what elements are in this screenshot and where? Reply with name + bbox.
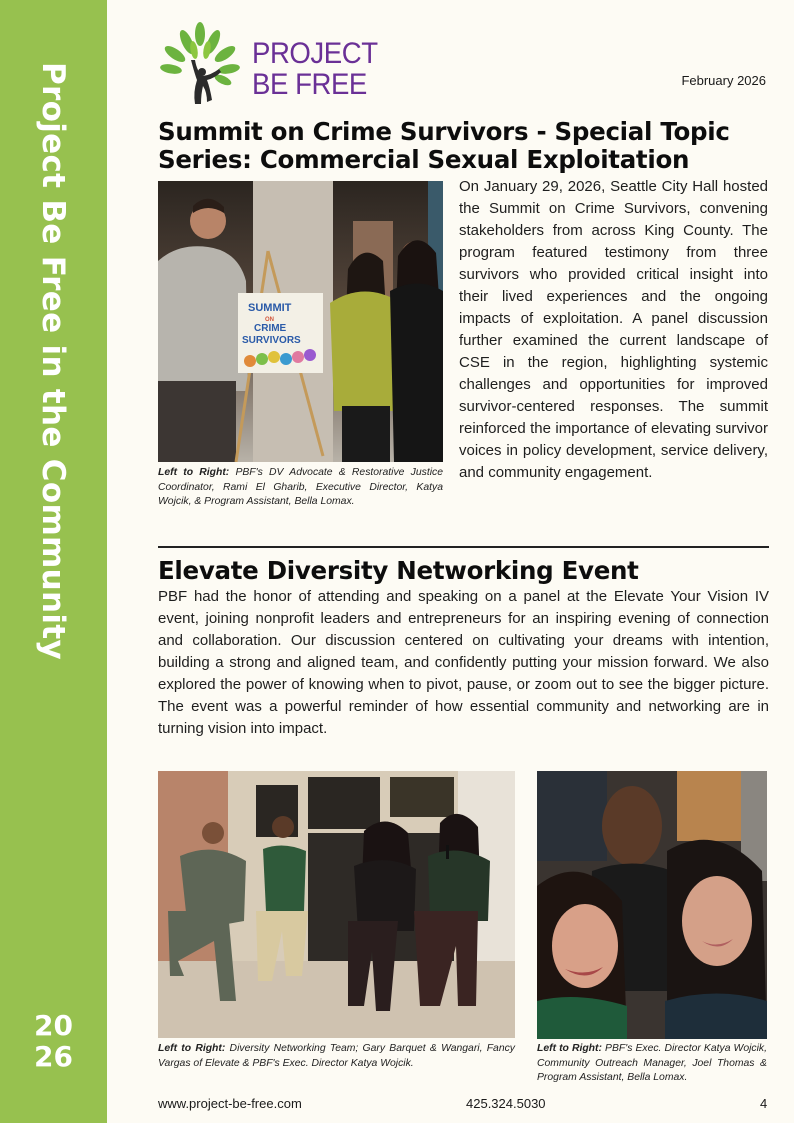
sidebar-year	[0, 1010, 107, 1072]
logo-wordmark	[252, 38, 378, 100]
caption-text: PBF's Exec. Director Katya Wojcik, Community Outreach Manager, Joel Thomas & Program Assistant, Bella Lomax.	[537, 1043, 768, 1084]
footer-website[interactable]: www.project-be-free.com	[158, 1096, 302, 1111]
article2-body: PBF had the honor of attending and speaking on a panel at the Elevate Your Vision IV event, joining nonprofit leaders and entrepreneurs for an inspiring evening of connection and collaboration. Our discussion centered on cultivating your dreams with intention, building a strong and aligned team, and confidently putting your mission forward. We also explored the power of knowing when to pivot, pause, or zoom out to see the bigger picture. The event was a powerful reminder of how essential community and networking are in turning vision into impact.	[158, 588, 769, 737]
tree-person-logo-icon	[155, 20, 245, 110]
panel-photo-caption	[158, 1042, 515, 1071]
project-be-free-logo	[155, 20, 378, 110]
sign-text-on: ON	[265, 317, 274, 323]
summit-photo-illustration	[158, 181, 443, 462]
footer-phone: 425.324.5030	[466, 1096, 546, 1111]
caption-lead: Left to Right:	[537, 1043, 602, 1054]
section-divider	[158, 546, 769, 548]
sidebar-title: Project Be Free in the Community	[35, 62, 71, 660]
sign-text-crime: CRIME	[254, 323, 287, 334]
year-line-1: 20	[34, 1009, 73, 1042]
summit-photo-caption	[158, 466, 443, 510]
logo-line-2: BE FREE	[252, 68, 367, 101]
panel-photo-illustration	[158, 771, 515, 1038]
issue-date: February 2026	[681, 73, 766, 88]
article1-body: On January 29, 2026, Seattle City Hall hosted the Summit on Crime Survivors, convening stakeholders from across King County. The program featured testimony from three survivors who provided critical insight into their lived experiences and the ongoing impacts of exploitation. A panel discussion further examined the current landscape of CSE in the region, highlighting systemic challenges and opportunities for improved survivor-centered responses. The summit reinforced the importance of elevating survivor voices in policy development, service delivery, and community engagement.	[459, 178, 768, 481]
page-number: 4	[760, 1096, 768, 1111]
article1-title: Summit on Crime Survivors - Special Topic Series: Commercial Sexual Exploitation	[158, 117, 730, 174]
caption-lead: Left to Right:	[158, 467, 230, 478]
panel-photo	[158, 771, 515, 1038]
selfie-photo-caption	[537, 1042, 767, 1086]
selfie-photo	[537, 771, 767, 1039]
caption-text: Diversity Networking Team; Gary Barquet & Wangari, Fancy Vargas of Elevate & PBF's Exec. Director Katya Wojcik.	[158, 1043, 515, 1069]
caption-text: PBF's DV Advocate & Restorative Justice Coordinator, Rami El Gharib, Executive Director, Katya Wojcik, & Program Assistant, Bella Lomax.	[158, 467, 443, 508]
sign-text-summit: SUMMIT	[248, 302, 292, 314]
sidebar-band	[0, 0, 107, 1123]
caption-lead: Left to Right:	[158, 1043, 226, 1054]
logo-line-1: PROJECT	[252, 37, 378, 70]
article2-title: Elevate Diversity Networking Event	[158, 556, 639, 585]
sign-text-survivors: SURVIVORS	[242, 335, 301, 346]
year-line-2: 26	[34, 1040, 73, 1073]
selfie-photo-illustration	[537, 771, 767, 1039]
summit-photo	[158, 181, 443, 462]
